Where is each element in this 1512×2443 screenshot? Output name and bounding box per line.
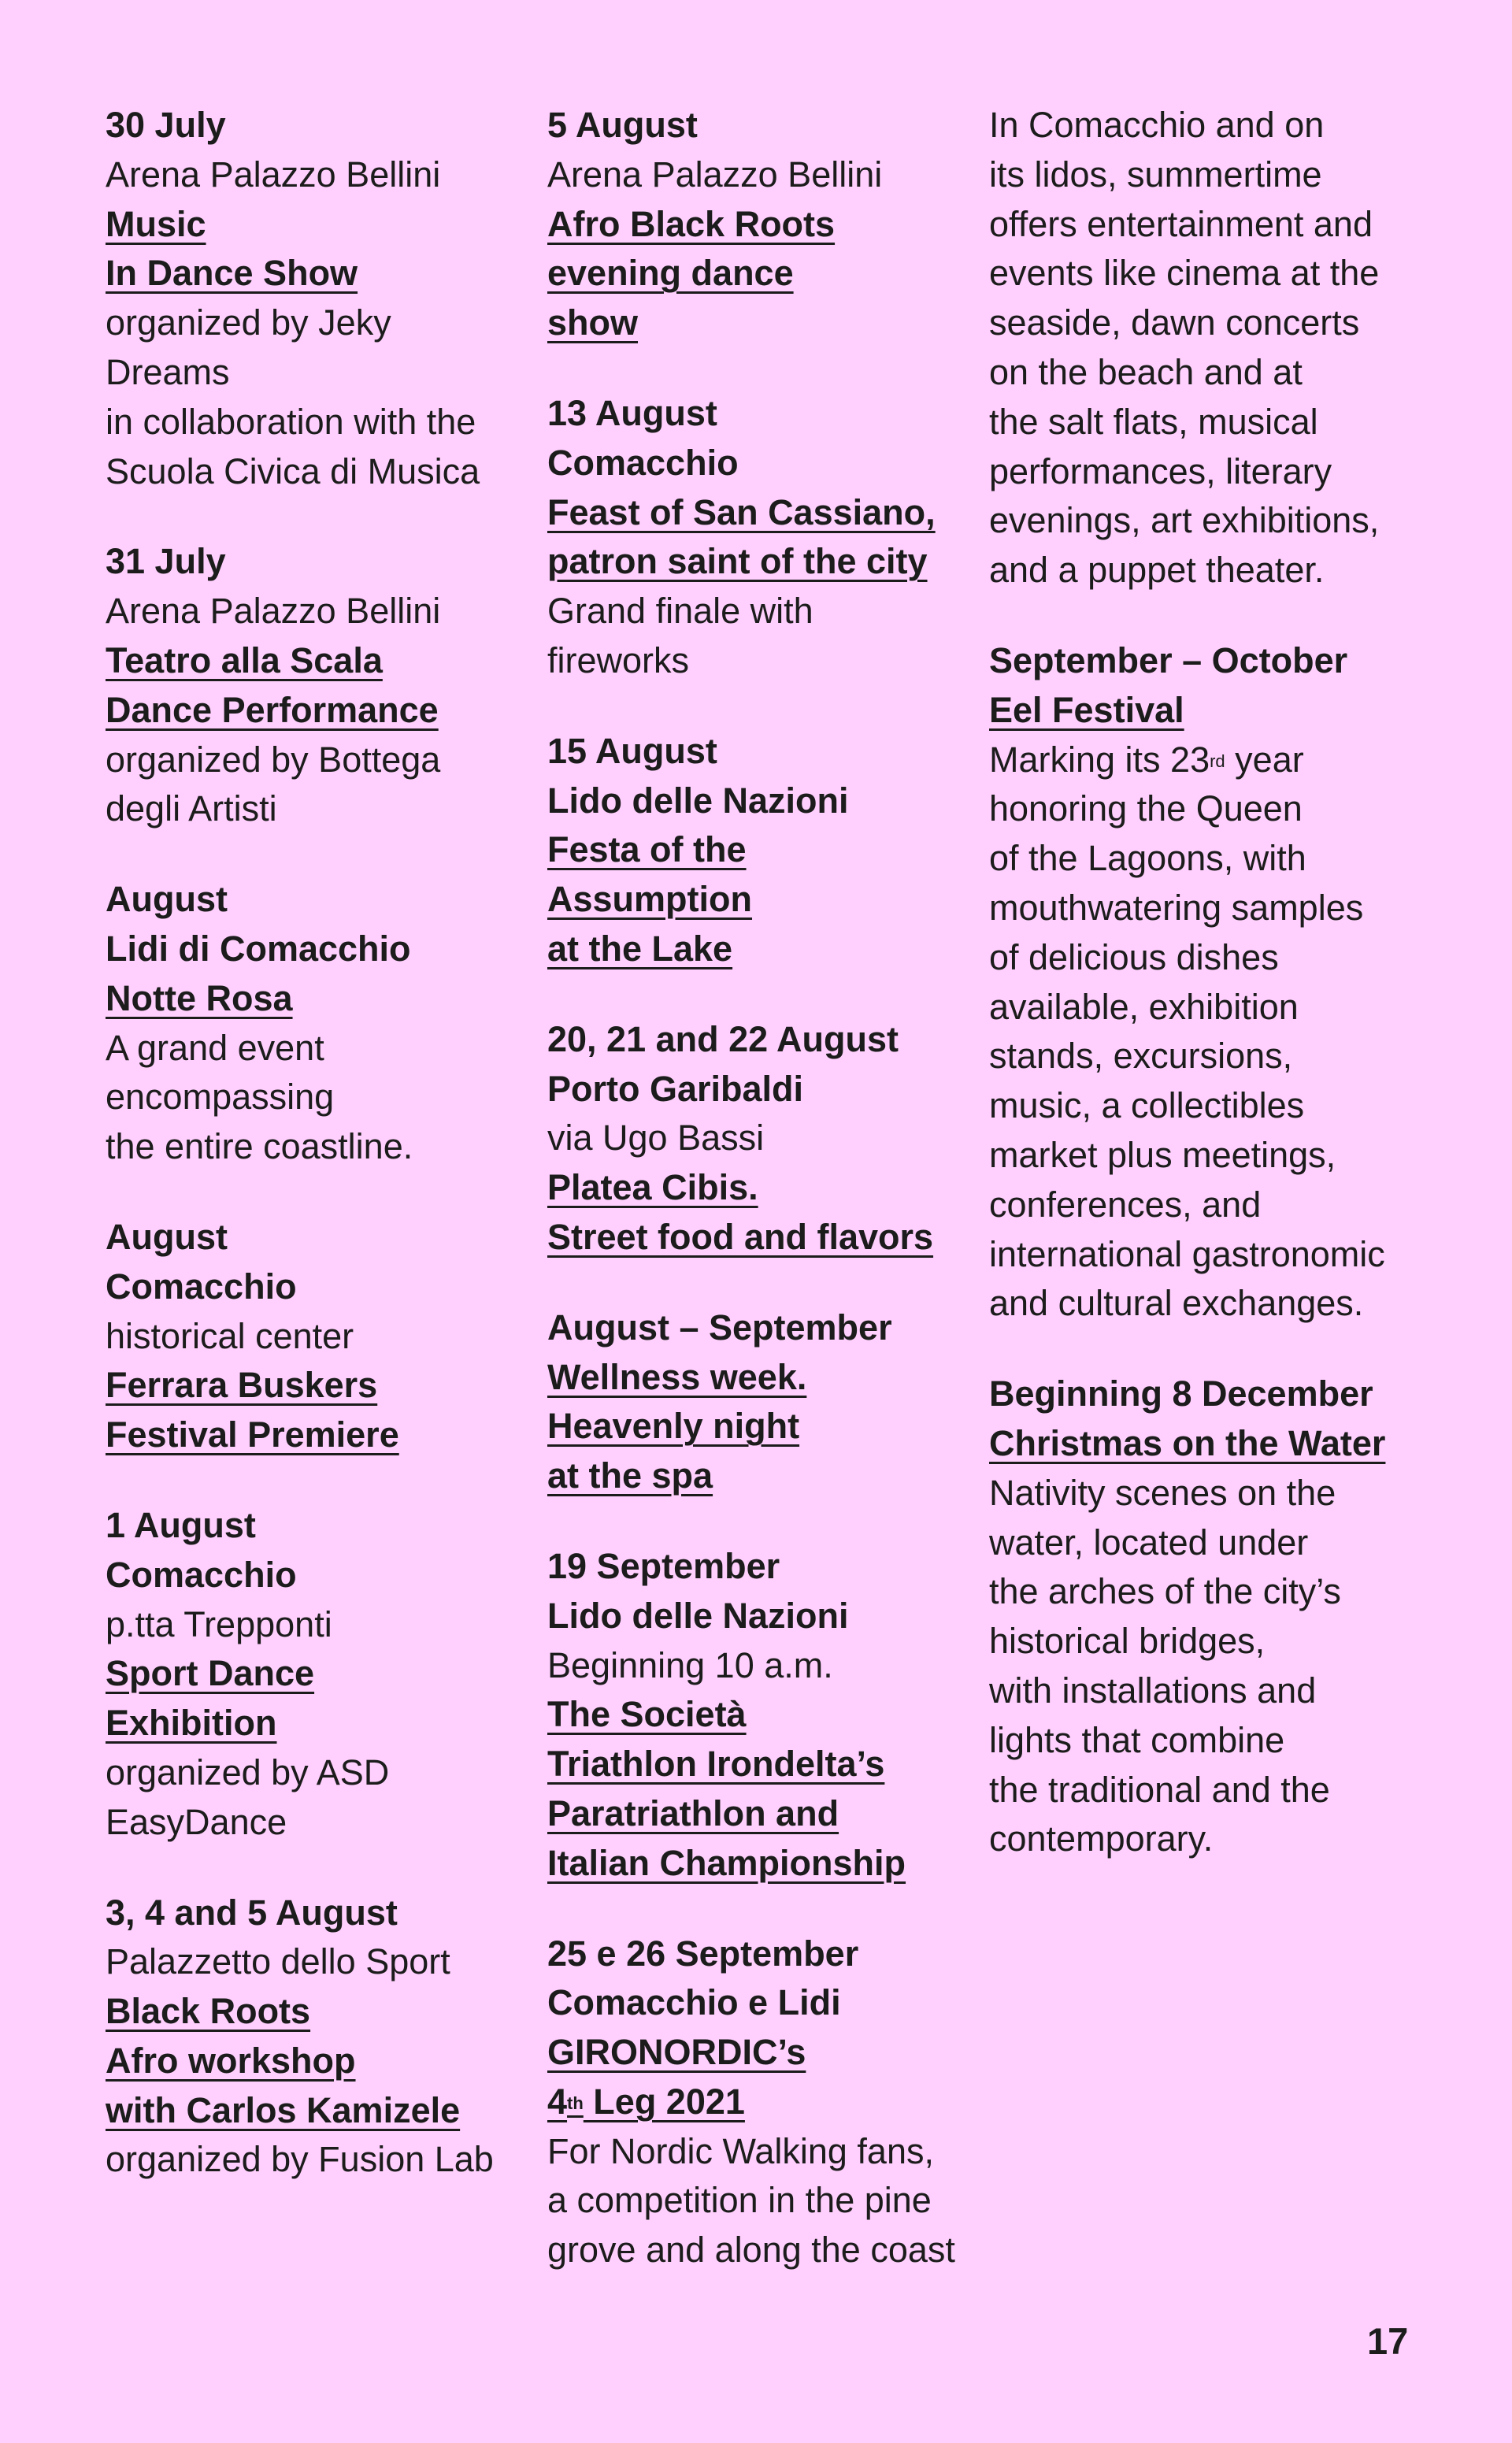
event-date-location-text: 15 August <box>547 730 717 771</box>
event-description <box>106 1937 531 1987</box>
event-title-text: Assumption <box>547 879 753 920</box>
event-description <box>106 348 531 398</box>
event-description <box>106 1024 531 1073</box>
event-description-text: with installations and <box>989 1670 1317 1711</box>
event-description-text: Arena Palazzo Bellini <box>106 591 441 632</box>
event-date-location-text: Lidi di Comacchio <box>106 928 411 969</box>
event-title <box>547 488 973 538</box>
event-date-location-text: 3, 4 and 5 August <box>106 1892 398 1933</box>
column-3 <box>989 101 1430 1905</box>
event-description <box>989 200 1430 250</box>
event-entry <box>106 1501 531 1848</box>
event-title <box>547 1690 973 1740</box>
event-description-text: in collaboration with the <box>106 401 476 442</box>
event-description-text: and cultural exchanges. <box>989 1283 1364 1324</box>
event-description <box>989 784 1430 834</box>
event-description-text: a competition in the pine <box>547 2180 932 2221</box>
event-description-text: events like cinema at the <box>989 253 1380 294</box>
event-date-location <box>547 101 973 150</box>
event-date-location <box>547 727 973 777</box>
event-description <box>989 1518 1430 1568</box>
event-title <box>106 1411 531 1460</box>
event-description <box>547 2226 973 2275</box>
event-title <box>106 1699 531 1748</box>
event-description <box>989 1181 1430 1230</box>
event-description <box>989 1815 1430 1864</box>
event-description-text: the arches of the city’s <box>989 1571 1341 1612</box>
event-date-location <box>547 1303 973 1353</box>
event-entry <box>106 875 531 1172</box>
event-title <box>547 1789 973 1839</box>
event-description <box>989 496 1430 546</box>
event-description <box>106 736 531 785</box>
event-description-text: fireworks <box>547 639 690 680</box>
event-title-text: patron saint of the city <box>547 541 928 582</box>
event-date-location <box>547 1015 973 1065</box>
event-title-text: Afro Black Roots <box>547 203 836 244</box>
event-title <box>106 1987 531 2037</box>
event-description <box>106 1312 531 1362</box>
event-title-text: Platea Cibis. <box>547 1167 758 1208</box>
event-title-text: Exhibition <box>106 1703 277 1744</box>
ordinal-suffix: rd <box>1210 751 1225 771</box>
event-entry <box>989 101 1430 595</box>
event-description-text: Palazzetto dello Sport <box>106 1941 450 1982</box>
ordinal-suffix: th <box>567 2093 584 2113</box>
event-description <box>989 398 1430 447</box>
event-description <box>989 1469 1430 1518</box>
event-date-location-text: August – September <box>547 1307 892 1348</box>
event-date-location <box>547 439 973 488</box>
event-description-text: organized by Fusion Lab <box>106 2139 494 2180</box>
event-description-text: via Ugo Bassi <box>547 1118 765 1158</box>
event-date-location-text: 31 July <box>106 541 226 582</box>
event-description-text: organized by Jeky <box>106 302 391 343</box>
event-description-text: mouthwatering samples <box>989 887 1364 928</box>
event-title-text: show <box>547 302 639 343</box>
event-description-text: Arena Palazzo Bellini <box>547 154 883 195</box>
event-description <box>106 298 531 348</box>
event-description <box>106 398 531 447</box>
event-title <box>547 1353 973 1403</box>
page-number: 17 <box>1367 2320 1409 2362</box>
event-date-location <box>547 777 973 826</box>
event-description <box>547 1114 973 1163</box>
event-description-text: grove and along the coast <box>547 2230 955 2271</box>
event-title-text: Feast of San Cassiano, <box>547 491 936 532</box>
event-description <box>989 1279 1430 1329</box>
event-date-location <box>106 1262 531 1312</box>
event-description-text: Beginning 10 a.m. <box>547 1644 833 1685</box>
event-title <box>547 200 973 250</box>
event-description <box>989 736 1430 785</box>
event-date-location-text: Lido delle Nazioni <box>547 1595 849 1636</box>
event-description-text: seaside, dawn concerts <box>989 302 1360 343</box>
event-title <box>106 1649 531 1699</box>
event-description-text: and a puppet theater. <box>989 550 1325 591</box>
event-title <box>547 925 973 974</box>
event-description <box>547 1641 973 1691</box>
event-description-text: performances, literary <box>989 450 1332 491</box>
column-2 <box>547 101 973 2316</box>
event-entry <box>989 636 1430 1329</box>
event-title-continuation: Leg 2021 <box>583 2081 745 2122</box>
event-date-location <box>547 1592 973 1641</box>
event-title <box>547 298 973 348</box>
event-description <box>989 101 1430 150</box>
event-description-text: honoring the Queen <box>989 788 1303 829</box>
event-title-text: Eel Festival <box>989 689 1184 730</box>
event-date-location-text: 1 August <box>106 1504 256 1545</box>
event-title <box>106 2037 531 2086</box>
event-title <box>547 2078 973 2127</box>
event-entry <box>106 101 531 496</box>
event-date-location <box>106 1501 531 1551</box>
event-title-text: Black Roots <box>106 1991 311 2032</box>
event-date-location-text: 25 e 26 September <box>547 1933 859 1974</box>
event-date-location-text: Comacchio e Lidi <box>547 1982 841 2023</box>
event-description-text: its lidos, summertime <box>989 154 1322 195</box>
event-date-location-text: Comacchio <box>106 1554 297 1595</box>
event-date-location <box>106 875 531 925</box>
event-title <box>547 875 973 925</box>
event-title-text: Festa of the <box>547 829 747 870</box>
event-title <box>547 1839 973 1889</box>
event-description <box>547 2127 973 2177</box>
event-description <box>989 348 1430 398</box>
event-title-text: In Dance Show <box>106 253 358 294</box>
event-title-text: Heavenly night <box>547 1406 800 1447</box>
event-date-location <box>547 1930 973 1979</box>
event-title-text: Festival Premiere <box>106 1414 399 1455</box>
event-date-location <box>106 925 531 974</box>
event-entry <box>547 1015 973 1262</box>
event-description-text: lights that combine <box>989 1719 1285 1760</box>
event-description <box>989 834 1430 884</box>
event-title-text: at the Lake <box>547 928 733 969</box>
event-date-location <box>106 101 531 150</box>
event-description <box>989 1716 1430 1766</box>
event-title <box>547 537 973 587</box>
event-description <box>989 447 1430 497</box>
event-date-location-text: 5 August <box>547 105 698 145</box>
event-description-text: Dreams <box>106 351 230 392</box>
event-date-location <box>989 1370 1430 1419</box>
event-date-location <box>547 389 973 439</box>
event-description-text: degli Artisti <box>106 788 277 829</box>
event-title <box>547 2028 973 2078</box>
event-title-text: Teatro alla Scala <box>106 639 383 680</box>
event-description <box>989 933 1430 983</box>
event-title <box>989 686 1430 736</box>
event-title <box>547 1740 973 1789</box>
event-description-text: water, located under <box>989 1522 1309 1563</box>
event-description <box>106 1600 531 1650</box>
event-description-text: Arena Palazzo Bellini <box>106 154 441 195</box>
event-description-text: stands, excursions, <box>989 1036 1293 1077</box>
event-entry <box>547 1542 973 1889</box>
event-description <box>989 884 1430 933</box>
event-date-location-text: August <box>106 1216 228 1257</box>
event-title-text: 4 <box>547 2081 568 2122</box>
event-description-text: historical center <box>106 1315 354 1356</box>
event-title <box>989 1419 1430 1469</box>
event-description <box>106 1748 531 1798</box>
event-date-location <box>106 1213 531 1262</box>
event-title-text: Sport Dance <box>106 1653 315 1694</box>
event-description <box>106 2135 531 2185</box>
event-date-location <box>547 1065 973 1114</box>
event-title <box>106 974 531 1024</box>
event-title <box>547 1213 973 1262</box>
event-title <box>547 1451 973 1501</box>
event-description <box>989 249 1430 298</box>
event-description-text: market plus meetings, <box>989 1134 1336 1175</box>
event-description-text: p.tta Trepponti <box>106 1603 332 1644</box>
event-description <box>989 1617 1430 1666</box>
event-title-text: Italian Championship <box>547 1842 906 1883</box>
event-description-text: Nativity scenes on the <box>989 1472 1336 1513</box>
event-description <box>989 1230 1430 1280</box>
event-title-text: at the spa <box>547 1455 713 1496</box>
event-entry <box>989 1370 1430 1864</box>
event-date-location-text: September – October <box>989 639 1348 680</box>
event-title-text: evening dance <box>547 253 794 294</box>
event-description <box>547 150 973 200</box>
event-description <box>989 1766 1430 1815</box>
event-description-text: Scuola Civica di Musica <box>106 450 480 491</box>
event-description-text: the traditional and the <box>989 1769 1330 1810</box>
event-description-text: In Comacchio and on <box>989 105 1325 145</box>
event-description-text: evenings, art exhibitions, <box>989 500 1380 541</box>
event-entry <box>547 1930 973 2276</box>
event-description-text: Marking its 23 <box>989 739 1210 780</box>
event-entry <box>547 101 973 348</box>
event-description <box>547 587 973 636</box>
event-title <box>106 249 531 298</box>
event-description-text: available, exhibition <box>989 986 1299 1027</box>
event-description <box>989 983 1430 1032</box>
event-description-text: For Nordic Walking fans, <box>547 2130 934 2171</box>
event-description-continuation: year <box>1225 739 1304 780</box>
event-title-text: Wellness week. <box>547 1356 807 1397</box>
event-date-location <box>989 636 1430 686</box>
event-description <box>547 636 973 686</box>
event-description-text: organized by ASD <box>106 1752 390 1792</box>
event-date-location-text: 19 September <box>547 1545 780 1586</box>
event-title <box>106 200 531 250</box>
event-title <box>106 1361 531 1411</box>
event-description <box>106 1798 531 1848</box>
event-title <box>547 825 973 875</box>
event-title-text: with Carlos Kamizele <box>106 2089 461 2130</box>
event-date-location <box>106 537 531 587</box>
event-description <box>989 546 1430 595</box>
event-entry <box>547 389 973 686</box>
event-title-text: Street food and flavors <box>547 1216 934 1257</box>
event-description <box>106 587 531 636</box>
event-date-location-text: Porto Garibaldi <box>547 1068 804 1109</box>
event-title <box>547 1402 973 1451</box>
event-title <box>547 249 973 298</box>
column-1 <box>106 101 531 2226</box>
event-entry <box>547 1303 973 1501</box>
event-description-text: of the Lagoons, with <box>989 838 1306 879</box>
event-title-text: Triathlon Irondelta’s <box>547 1744 885 1785</box>
event-entry <box>106 537 531 834</box>
event-date-location-text: Comacchio <box>106 1266 297 1307</box>
event-date-location-text: Lido delle Nazioni <box>547 780 849 821</box>
event-description <box>989 1567 1430 1617</box>
event-title <box>547 1163 973 1213</box>
event-description <box>106 1073 531 1122</box>
event-description <box>989 298 1430 348</box>
event-description-text: historical bridges, <box>989 1621 1266 1662</box>
event-description-text: conferences, and <box>989 1184 1262 1225</box>
event-description <box>989 150 1430 200</box>
event-description <box>989 1081 1430 1131</box>
event-description-text: of delicious dishes <box>989 936 1279 977</box>
event-description-text: EasyDance <box>106 1801 287 1842</box>
event-title-text: Dance Performance <box>106 689 439 730</box>
event-title-text: Notte Rosa <box>106 977 293 1018</box>
event-date-location-text: 20, 21 and 22 August <box>547 1018 899 1059</box>
event-title <box>106 636 531 686</box>
event-date-location-text: 30 July <box>106 105 226 145</box>
event-description <box>106 784 531 834</box>
event-description <box>989 1666 1430 1716</box>
event-description-text: encompassing <box>106 1077 335 1118</box>
event-date-location-text: Beginning 8 December <box>989 1373 1373 1414</box>
event-description-text: the entire coastline. <box>106 1126 413 1167</box>
event-description-text: organized by Bottega <box>106 739 441 780</box>
event-description <box>989 1032 1430 1081</box>
event-description-text: contemporary. <box>989 1818 1214 1859</box>
event-date-location <box>106 1889 531 1938</box>
event-entry <box>106 1889 531 2185</box>
event-description <box>106 150 531 200</box>
event-title-text: The Società <box>547 1694 747 1735</box>
event-date-location <box>547 1978 973 2028</box>
event-entry <box>106 1213 531 1460</box>
event-description <box>989 1131 1430 1181</box>
event-description-text: the salt flats, musical <box>989 401 1318 442</box>
event-title <box>106 686 531 736</box>
event-description-text: offers entertainment and <box>989 203 1373 244</box>
event-description <box>106 447 531 497</box>
event-title-text: Music <box>106 203 206 244</box>
event-title-text: Afro workshop <box>106 2040 356 2081</box>
event-description-text: Grand finale with <box>547 591 813 632</box>
event-description-text: A grand event <box>106 1027 324 1068</box>
event-title-text: Ferrara Buskers <box>106 1365 378 1406</box>
event-date-location-text: Comacchio <box>547 442 739 483</box>
event-date-location <box>547 1542 973 1592</box>
event-title-text: GIRONORDIC’s <box>547 2032 806 2073</box>
event-description <box>547 2176 973 2226</box>
event-description-text: music, a collectibles <box>989 1085 1305 1126</box>
event-title-text: Christmas on the Water <box>989 1422 1386 1463</box>
event-date-location-text: 13 August <box>547 392 717 433</box>
event-title <box>106 2086 531 2136</box>
event-description-text: international gastronomic <box>989 1233 1385 1274</box>
event-date-location-text: August <box>106 879 228 920</box>
event-entry <box>547 727 973 974</box>
event-description <box>106 1122 531 1172</box>
event-date-location <box>106 1551 531 1600</box>
event-description-text: on the beach and at <box>989 351 1303 392</box>
event-title-text: Paratriathlon and <box>547 1792 839 1833</box>
